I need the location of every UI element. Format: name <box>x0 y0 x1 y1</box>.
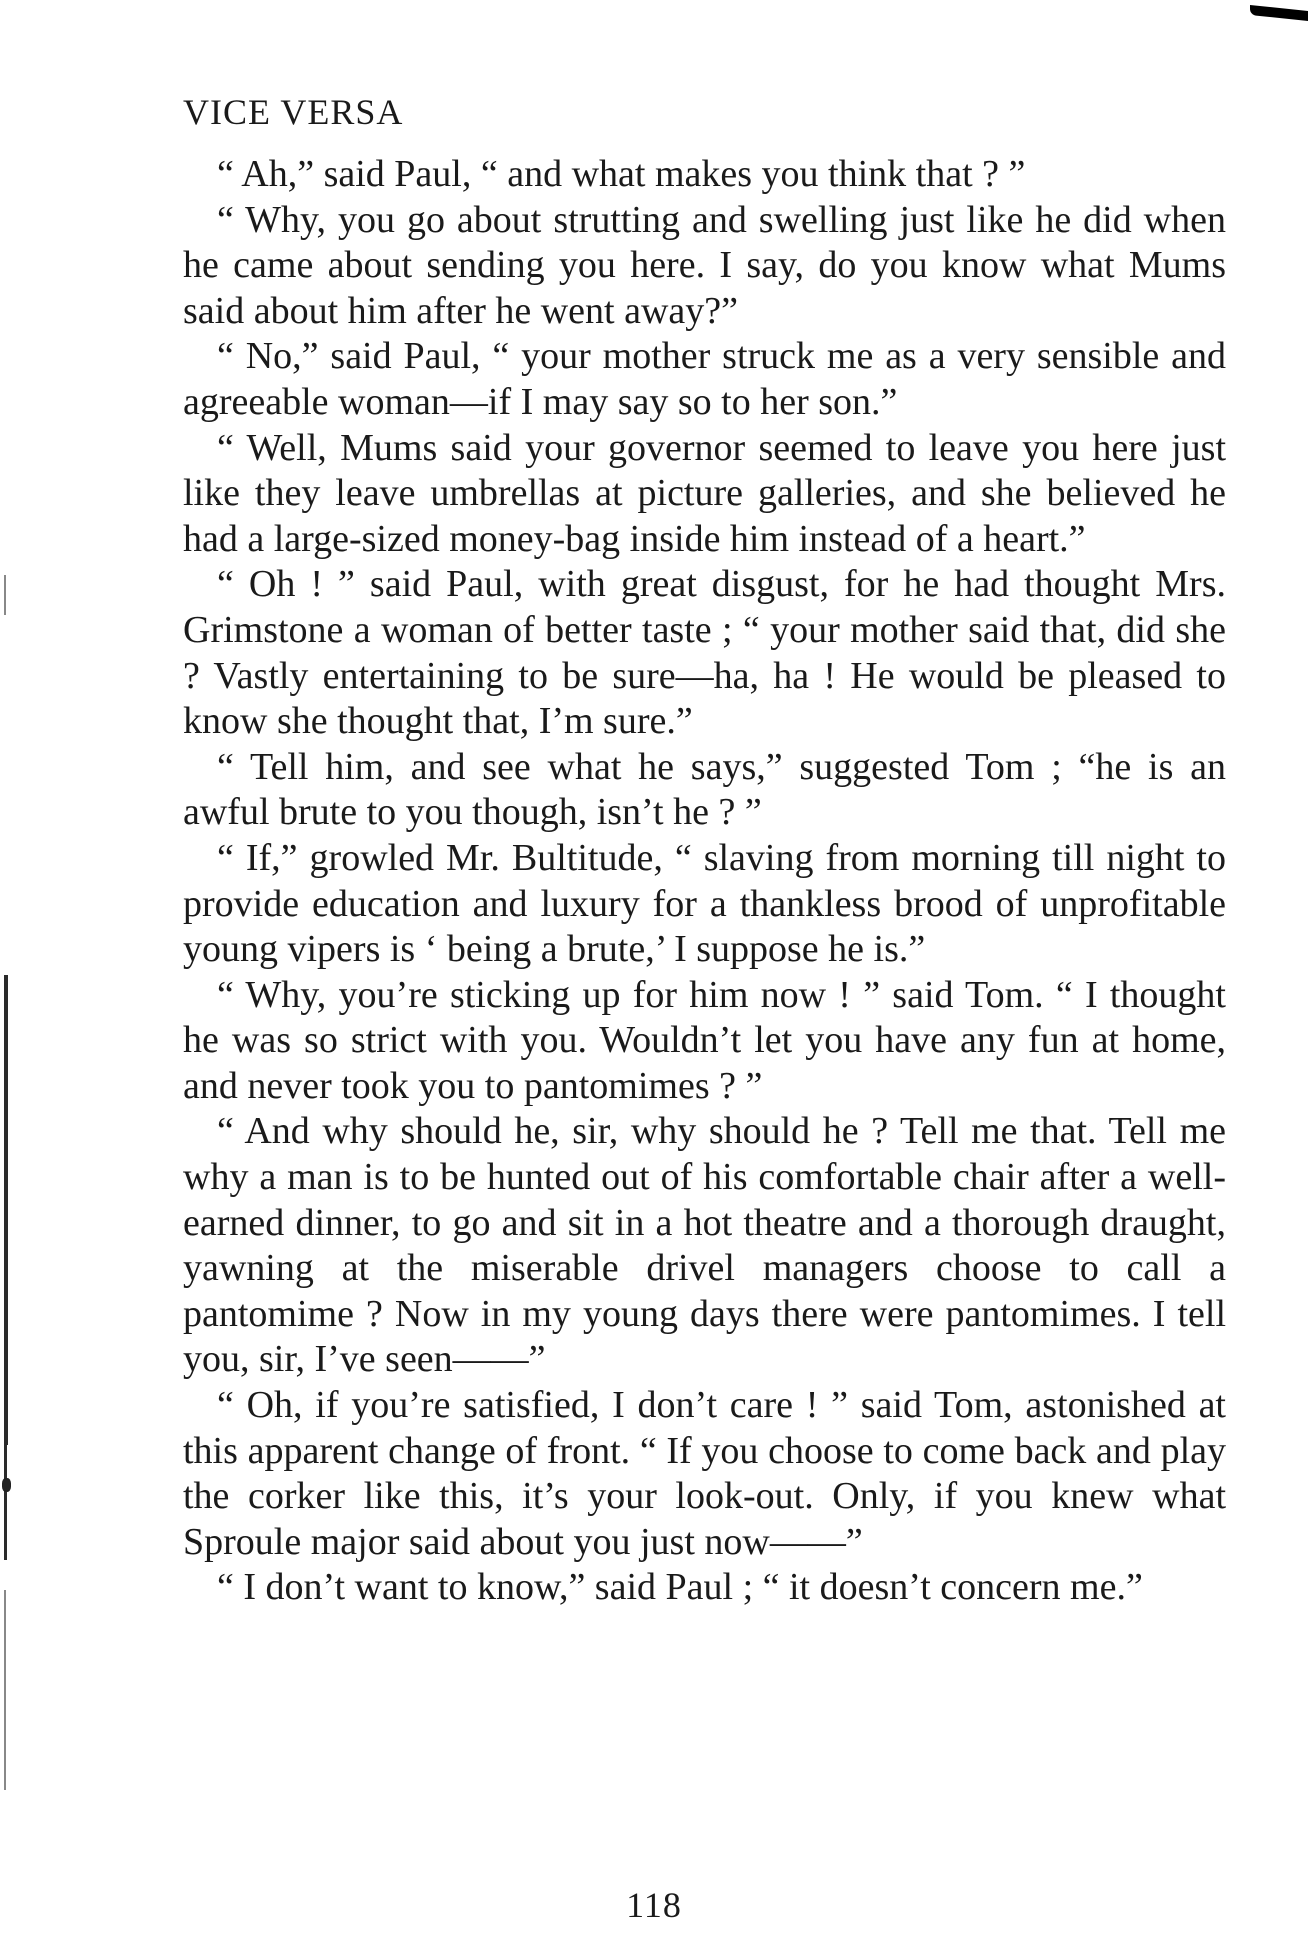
paragraph: “ Tell him, and see what he says,” suggested Tom ; “he is an awful brute to you though, isn’t he ? ” <box>183 745 1226 834</box>
scan-margin-dot <box>2 1478 11 1492</box>
paragraph: “ I don’t want to know,” said Paul ; “ it doesn’t concern me.” <box>217 1566 1143 1609</box>
body-text <box>183 152 1226 1611</box>
paragraph: “ Oh ! ” said Paul, with great disgust, for he had thought Mrs. Grimstone a woman of better taste ; “ your mother said that, did she ? Vastly entertaining to be sure—ha, ha ! He would be pleased to know she thought that, I’m sure.” <box>183 563 1226 743</box>
page-number: 118 <box>626 1885 682 1925</box>
paragraph: “ Well, Mums said your governor seemed to leave you here just like they leave umbrellas at picture galleries, and she believed he had a large-sized money-bag inside him instead of a heart.” <box>183 426 1226 560</box>
scan-margin-line <box>4 975 8 1445</box>
scan-corner-mark <box>1250 5 1308 21</box>
running-title: VICE VERSA <box>183 92 404 132</box>
scan-margin-line <box>4 1440 7 1560</box>
scan-margin-line <box>4 1590 6 1790</box>
paragraph: “ Oh, if you’re satisfied, I don’t care ! ” said Tom, astonished at this apparent change of front. “ If you choose to come back and play the corker like this, it’s your look-out. Only, if you knew what Sproule major said about you just now——” <box>183 1384 1226 1563</box>
paragraph: “ If,” growled Mr. Bultitude, “ slaving from morning till night to provide education and luxury for a thankless brood of unprofitable young vipers is ‘ being a brute,’ I suppose he is.” <box>183 836 1226 971</box>
paragraph: “ And why should he, sir, why should he ? Tell me that. Tell me why a man is to be hunted out of his comfortable chair after a well-earned dinner, to go and sit in a hot theatre and a thorough draught, yawning at the miserable drivel managers choose to call a pantomime ? Now in my young days there were pantomimes. I tell you, sir, I’ve seen——” <box>183 1110 1226 1381</box>
scan-margin-line <box>4 575 6 615</box>
paragraph: “ Ah,” said Paul, “ and what makes you think that ? ” <box>217 153 1026 195</box>
paragraph: “ Why, you’re sticking up for him now ! ” said Tom. “ I thought he was so strict with you. Wouldn’t let you have any fun at home, and never took you to pantomimes ? ” <box>183 973 1226 1107</box>
paragraph: “ No,” said Paul, “ your mother struck me as a very sensible and agreeable woman—if I may say so to her son.” <box>183 335 1226 423</box>
paragraph: “ Why, you go about strutting and swelling just like he did when he came about sending you here. I say, do you know what Mums said about him after he went away?” <box>183 198 1226 332</box>
